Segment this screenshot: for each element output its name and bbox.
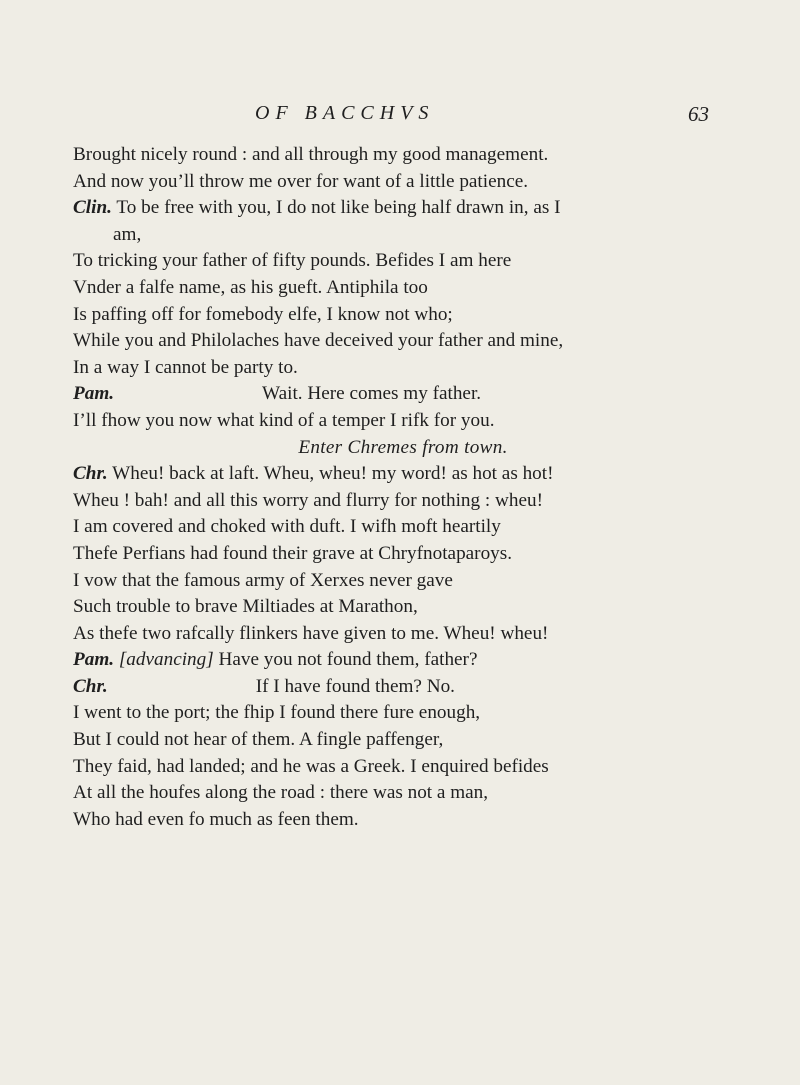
text-line: am, (113, 223, 142, 245)
text-line: Vnder a falfe name, as his gueft. Antiphila too (73, 276, 428, 298)
text-line: Chr. Wheu! back at laft. Wheu, wheu! my word! as hot as hot! (73, 463, 554, 485)
play-text (73, 142, 733, 833)
text-line: At all the houfes along the road : there was not a man, (73, 782, 489, 804)
text-line: As thefe two rafcally flinkers have given to me. Wheu! wheu! (73, 622, 549, 644)
text-line: In a way I cannot be party to. (73, 356, 298, 378)
speaker-label: Clin. (73, 197, 112, 219)
text-line: I am covered and choked with duft. I wifh moft heartily (73, 516, 501, 538)
speaker-label: Pam. (73, 383, 115, 405)
text-line: To tricking your father of fifty pounds. Befides I am here (73, 250, 512, 272)
text-line: Is paffing off for fomebody elfe, I know not who; (73, 303, 453, 325)
text-line: Thefe Perfians had found their grave at Chryfnotaparoys. (73, 542, 513, 564)
text-line: They faid, had landed; and he was a Greek. I enquired befides (73, 755, 549, 777)
text-line: Pam. Wait. Here comes my father. (73, 383, 482, 405)
speaker-label: Chr. (73, 463, 108, 485)
text-line: And now you’ll throw me over for want of a little patience. (73, 170, 529, 192)
text-line: I went to the port; the fhip I found there fure enough, (73, 702, 481, 724)
text-line: Such trouble to brave Miltiades at Marathon, (73, 596, 418, 618)
text-line: Clin. To be free with you, I do not like being half drawn in, as I (73, 197, 561, 219)
speaker-label: Chr. (73, 675, 108, 697)
text-line: Brought nicely round : and all through my good management. (73, 144, 549, 165)
speaker-label: Pam. (73, 649, 115, 671)
running-title: OF BACCHVS (255, 102, 435, 124)
text-line: Who had even fo much as feen them. (73, 808, 359, 830)
text-line: While you and Philolaches have deceived your father and mine, (73, 330, 564, 352)
page-header (0, 98, 800, 138)
stage-direction: Enter Chremes from town. (298, 436, 508, 458)
text-line: Chr. If I have found them? No. (73, 675, 455, 697)
text-line: I vow that the famous army of Xerxes never gave (73, 569, 453, 591)
page-number: 63 (688, 102, 709, 126)
text-line: I’ll fhow you now what kind of a temper I rifk for you. (73, 409, 495, 431)
text-line: But I could not hear of them. A fingle paffenger, (73, 729, 444, 751)
text-line: Wheu ! bah! and all this worry and flurry for nothing : wheu! (73, 489, 543, 511)
text-line: Pam. [advancing] Have you not found them, father? (73, 649, 478, 671)
inline-stage-direction: [advancing] (118, 649, 214, 671)
